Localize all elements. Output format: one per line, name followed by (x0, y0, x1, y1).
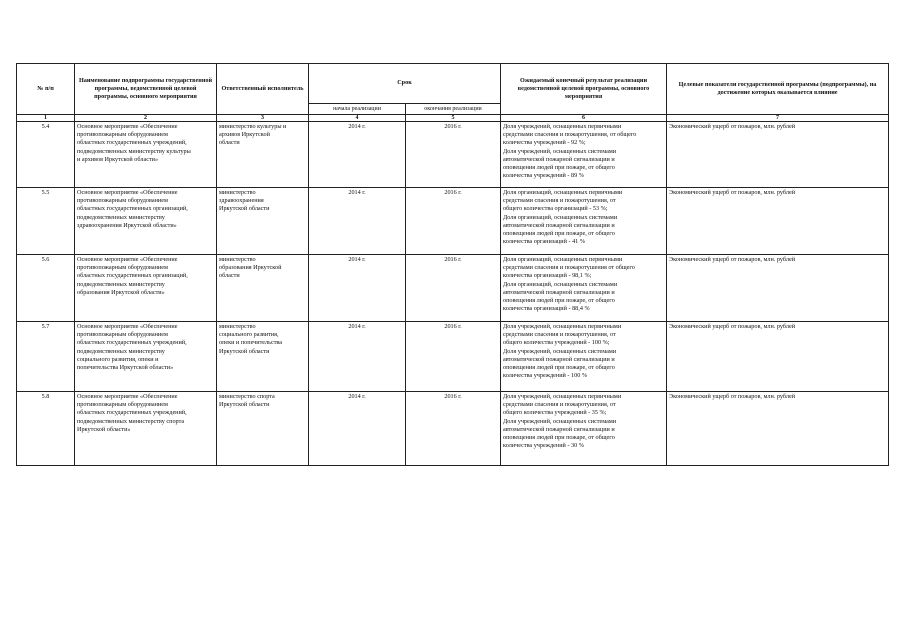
activity-name-line: попечительства Иркутской области» (77, 364, 174, 372)
expected-result-line: Доля организаций, оснащенных первичными (503, 256, 623, 263)
expected-result-line: Доля учреждений, оснащенных системами (503, 147, 617, 155)
executor-line: образования Иркутской (219, 264, 282, 272)
expected-result-line: количества учреждений - 92 %; (503, 139, 586, 147)
start-year: 2014 г. (309, 188, 406, 255)
column-number: 1 (17, 115, 75, 122)
row-number: 5.6 (17, 255, 75, 322)
header-result: Ожидаемый конечный результат реализации ведомственной целевой программы, основного мероприятия (501, 64, 667, 115)
executor (217, 255, 309, 322)
header-term-start: начала реализации (309, 104, 406, 115)
end-year: 2016 г. (406, 322, 501, 392)
activity-name-line: Основное мероприятие «Обеспечение (77, 123, 178, 130)
expected-result-line: общего количества учреждений - 35 %; (503, 409, 607, 417)
header-name: Наименование подпрограммы государственной программы, ведомственной целевой программы, основного мероприятия (75, 64, 217, 115)
executor-line: Иркутской области (219, 401, 270, 409)
executor-line: области (219, 272, 240, 280)
activity-name-line: Основное мероприятие «Обеспечение (77, 393, 178, 400)
end-year: 2016 г. (406, 392, 501, 466)
activity-name-line: подведомственных министерству спорта (77, 417, 185, 425)
activity-name-line: противопожарным оборудованием (77, 331, 168, 339)
row-number: 5.4 (17, 122, 75, 188)
activity-name-line: Основное мероприятие «Обеспечение (77, 189, 178, 196)
expected-result-line: количества организаций - 41 % (503, 238, 585, 246)
activity-name-line: Основное мероприятие «Обеспечение (77, 323, 178, 330)
activity-name-line: социального развития, опеки и (77, 355, 159, 363)
expected-result-line: оповещения людей при пожаре, от общего (503, 230, 615, 238)
row-number: 5.8 (17, 392, 75, 466)
expected-result-line: общего количества учреждений - 100 %; (503, 339, 610, 347)
executor (217, 122, 309, 188)
header-indicators: Целевые показатели государственной программы (подпрограммы), на достижение которых оказывается влияние (667, 64, 889, 115)
expected-result (501, 122, 667, 188)
expected-result-line: автоматической пожарной сигнализации и (503, 425, 615, 433)
end-year: 2016 г. (406, 122, 501, 188)
activity-name-line: Иркутской области» (77, 425, 131, 433)
executor-line: области (219, 139, 240, 147)
expected-result-line: Доля организаций, оснащенных системами (503, 280, 618, 288)
expected-result-line: оповещения людей при пожаре, от общего (503, 434, 615, 442)
table-row (17, 122, 889, 188)
activity-name-line: противопожарным оборудованием (77, 197, 168, 205)
expected-result (501, 188, 667, 255)
expected-result-line: количества организаций - 98,1 %; (503, 272, 592, 280)
expected-result (501, 322, 667, 392)
activity-name-line: противопожарным оборудованием (77, 131, 168, 139)
document-sheet (16, 63, 889, 466)
expected-result (501, 392, 667, 466)
activity-name-line: подведомственных министерству (77, 347, 165, 355)
start-year: 2014 г. (309, 322, 406, 392)
table-row (17, 255, 889, 322)
activity-name (75, 188, 217, 255)
expected-result-line: количества учреждений - 100 % (503, 372, 587, 380)
activity-name-line: противопожарным оборудованием (77, 401, 168, 409)
activity-name (75, 322, 217, 392)
expected-result-line: средствами спасения и пожаротушения, от (503, 401, 616, 409)
end-year: 2016 г. (406, 255, 501, 322)
activity-name (75, 122, 217, 188)
table-row (17, 188, 889, 255)
header-executor: Ответственный исполнитель (217, 64, 309, 115)
start-year: 2014 г. (309, 392, 406, 466)
executor-line: министерство спорта (219, 393, 275, 400)
table-row (17, 322, 889, 392)
expected-result-line: оповещения людей при пожаре, от общего (503, 364, 615, 372)
expected-result-line: оповещения людей при пожаре, от общего (503, 297, 615, 305)
executor-line: министерство (219, 323, 256, 330)
activity-name-line: противопожарным оборудованием (77, 264, 168, 272)
expected-result-line: Доля учреждений, оснащенных системами (503, 417, 617, 425)
expected-result-line: Доля учреждений, оснащенных первичными (503, 123, 622, 130)
row-number: 5.7 (17, 322, 75, 392)
target-indicator: Экономический ущерб от пожаров, млн. рублей (667, 188, 889, 255)
activity-name-line: образования Иркутской области» (77, 288, 165, 296)
activity-name-line: подведомственных министерству (77, 280, 165, 288)
target-indicator: Экономический ущерб от пожаров, млн. рублей (667, 255, 889, 322)
activity-name (75, 255, 217, 322)
executor-line: Иркутской области (219, 347, 270, 355)
expected-result-line: Доля учреждений, оснащенных системами (503, 347, 617, 355)
activity-name (75, 392, 217, 466)
expected-result (501, 255, 667, 322)
expected-result-line: Доля организаций, оснащенных системами (503, 213, 618, 221)
target-indicator: Экономический ущерб от пожаров, млн. рублей (667, 122, 889, 188)
activity-name-line: областных государственных учреждений, (77, 409, 187, 417)
column-number: 2 (75, 115, 217, 122)
executor (217, 188, 309, 255)
expected-result-line: Доля организаций, оснащенных первичными (503, 189, 623, 196)
activity-name-line: подведомственных министерству культуры (77, 147, 191, 155)
executor-line: опеки и попечительства (219, 339, 283, 347)
expected-result-line: оповещения людей при пожаре, от общего (503, 164, 615, 172)
activity-name-line: областных государственных учреждений, (77, 339, 187, 347)
expected-result-line: количества учреждений - 30 % (503, 442, 584, 450)
table-body (17, 115, 889, 466)
activity-name-line: областных государственных учреждений, (77, 139, 187, 147)
column-number: 7 (667, 115, 889, 122)
expected-result-line: автоматической пожарной сигнализации и (503, 221, 615, 229)
expected-result-line: Доля учреждений, оснащенных первичными (503, 393, 622, 400)
activity-name-line: и архивов Иркутской области» (77, 155, 159, 163)
start-year: 2014 г. (309, 122, 406, 188)
row-number: 5.5 (17, 188, 75, 255)
executor-line: министерство (219, 256, 256, 263)
executor-line: Иркутской области (219, 205, 270, 213)
target-indicator: Экономический ущерб от пожаров, млн. рублей (667, 392, 889, 466)
expected-result-line: количества учреждений - 89 % (503, 172, 584, 180)
executor (217, 392, 309, 466)
activity-name-line: здравоохранения Иркутской области» (77, 221, 177, 229)
expected-result-line: Доля учреждений, оснащенных первичными (503, 323, 622, 330)
expected-result-line: автоматической пожарной сигнализации и (503, 155, 615, 163)
column-number: 3 (217, 115, 309, 122)
header-term: Срок (309, 64, 501, 104)
executor-line: здравоохранения (219, 197, 264, 205)
activity-name-line: Основное мероприятие «Обеспечение (77, 256, 178, 263)
activity-name-line: областных государственных организаций, (77, 205, 188, 213)
activity-name-line: подведомственных министерству (77, 213, 165, 221)
column-number: 6 (501, 115, 667, 122)
executor-line: архивов Иркутской (219, 131, 270, 139)
expected-result-line: средствами спасения и пожаротушения, от (503, 331, 616, 339)
column-numbers-row (17, 115, 889, 122)
expected-result-line: автоматической пожарной сигнализации и (503, 355, 615, 363)
start-year: 2014 г. (309, 255, 406, 322)
expected-result-line: количества организаций - 88,4 % (503, 305, 590, 313)
executor-line: министерство (219, 189, 256, 196)
executor (217, 322, 309, 392)
expected-result-line: средствами спасения и пожаротушения, от общего (503, 131, 637, 139)
activity-name-line: областных государственных организаций, (77, 272, 188, 280)
target-indicator: Экономический ущерб от пожаров, млн. рублей (667, 322, 889, 392)
executor-line: социального развития, (219, 331, 279, 339)
expected-result-line: автоматической пожарной сигнализации и (503, 288, 615, 296)
expected-result-line: общего количества организаций - 53 %; (503, 205, 608, 213)
expected-result-line: средствами спасения и пожаротушения, от (503, 197, 616, 205)
header-num: № п/п (17, 64, 75, 115)
expected-result-line: средствами спасения и пожаротушения от общего (503, 264, 635, 272)
end-year: 2016 г. (406, 188, 501, 255)
table-row (17, 392, 889, 466)
program-table (16, 63, 889, 466)
column-number: 4 (309, 115, 406, 122)
executor-line: министерство культуры и (219, 123, 287, 130)
header-row (17, 64, 889, 104)
column-number: 5 (406, 115, 501, 122)
header-term-end: окончания реализации (406, 104, 501, 115)
